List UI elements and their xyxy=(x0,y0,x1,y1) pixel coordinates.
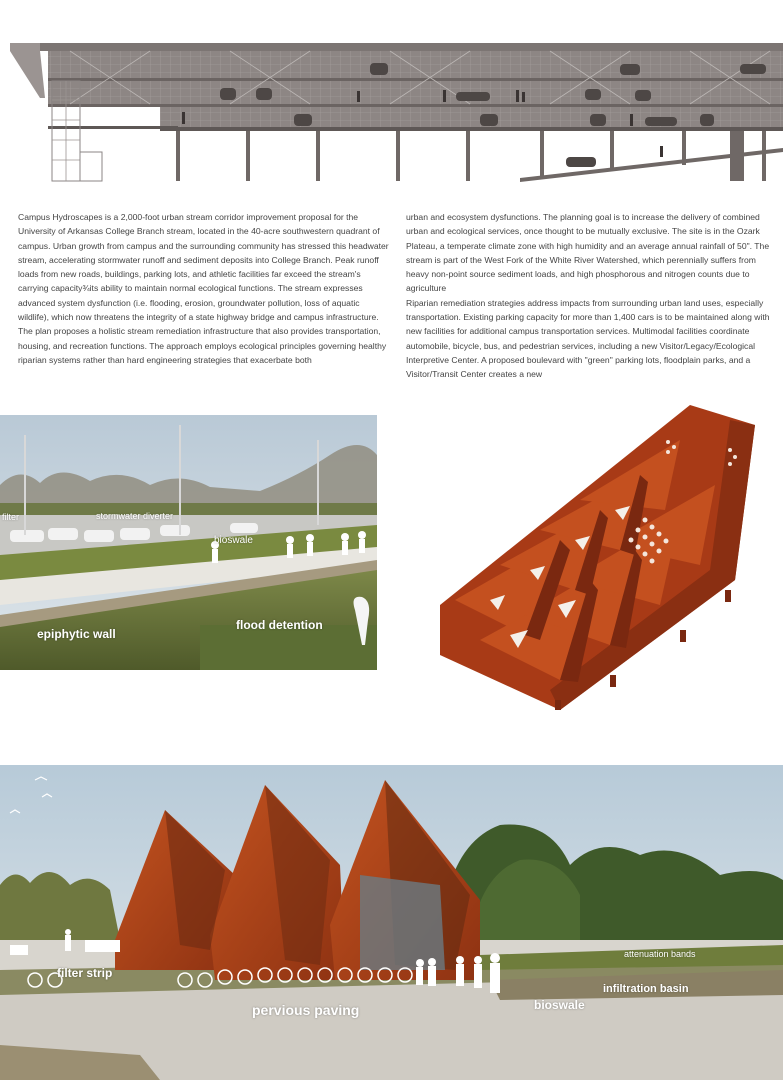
parking-structure-section-drawing xyxy=(10,40,783,185)
label-pervious-paving: pervious paving xyxy=(252,1002,360,1018)
label-epiphytic-wall: epiphytic wall xyxy=(37,627,116,641)
label-filter-strip: filter strip xyxy=(57,966,113,980)
visitor-center-scene-image xyxy=(0,765,783,1080)
label-bioswale: bioswale xyxy=(534,998,585,1012)
label-flood-detention: flood detention xyxy=(236,618,323,632)
label-filter: filter xyxy=(2,512,20,522)
label-stormwater-diverter: stormwater diverter xyxy=(96,511,174,521)
label-attenuation-bands: attenuation bands xyxy=(624,949,696,959)
body-text-right-column xyxy=(406,210,778,382)
site-paragraph: urban and ecosystem dysfunctions. The planning goal is to increase the delivery of combined urban and ecological services, once thought to be mutually exclusive. The site is in the Ozark Plateau, a temperate climate zone with high humidity and an average annual rainfall of 50". The stream is part of the West Fork of the White River Watershed, which perennially suffers from heavy non-point source sediment loads, and high phosphorous and nitrogen counts due to agriculture xyxy=(406,212,770,294)
strategy-paragraph: Riparian remediation strategies address impacts from surrounding urban land uses, especially transportation. Existing parking capacity for more than 1,400 cars is to be maintained along with new facilities for additional campus transportation services. Multimodal facilities coordinate automobile, bicycle, bus, and pedestrian services, including a new Visitor/Legacy/Ecological Interpretive Center. A proposed boulevard with "green" parking lots, floodplain parks, and a Visitor/Transit Center creates a new xyxy=(406,297,770,380)
intro-paragraph: Campus Hydroscapes is a 2,000-foot urban stream corridor improvement proposal for the University of Arkansas College Branch stream, located in the 40-acre southwestern quadrant of campus. Urban growth from campus and the surrounding community has stressed this headwater stream, accelerating stormwater runoff and sediment deposits into College Branch. Peak runoff loads from new roads, buildings, parking lots, and athletic facilities far exceed the stream's carrying capacity¾its ability to maintain normal ecological functions. The stream expresses advanced system dysfunction (i.e. flooding, erosion, groundwater pollution, loss of aquatic wildlife), which now threatens the integrity of a state highway bridge and campus infrastructure. The plan proposes a holistic stream remediation infrastructure that also provides transportation, housing, and recreation functions. The approach employs ecological principles governing healthy riparian systems rather than hard engineering strategies that exacerbate both xyxy=(18,212,389,365)
body-text-left-column xyxy=(18,210,390,367)
wetland-rendering-photo xyxy=(0,415,377,670)
visitor-center-rendering-photo xyxy=(0,765,783,1080)
label-infiltration-basin: infiltration basin xyxy=(603,983,689,995)
rust-pavilion-model-render xyxy=(430,400,780,715)
label-bioswale: bioswale xyxy=(214,535,253,546)
